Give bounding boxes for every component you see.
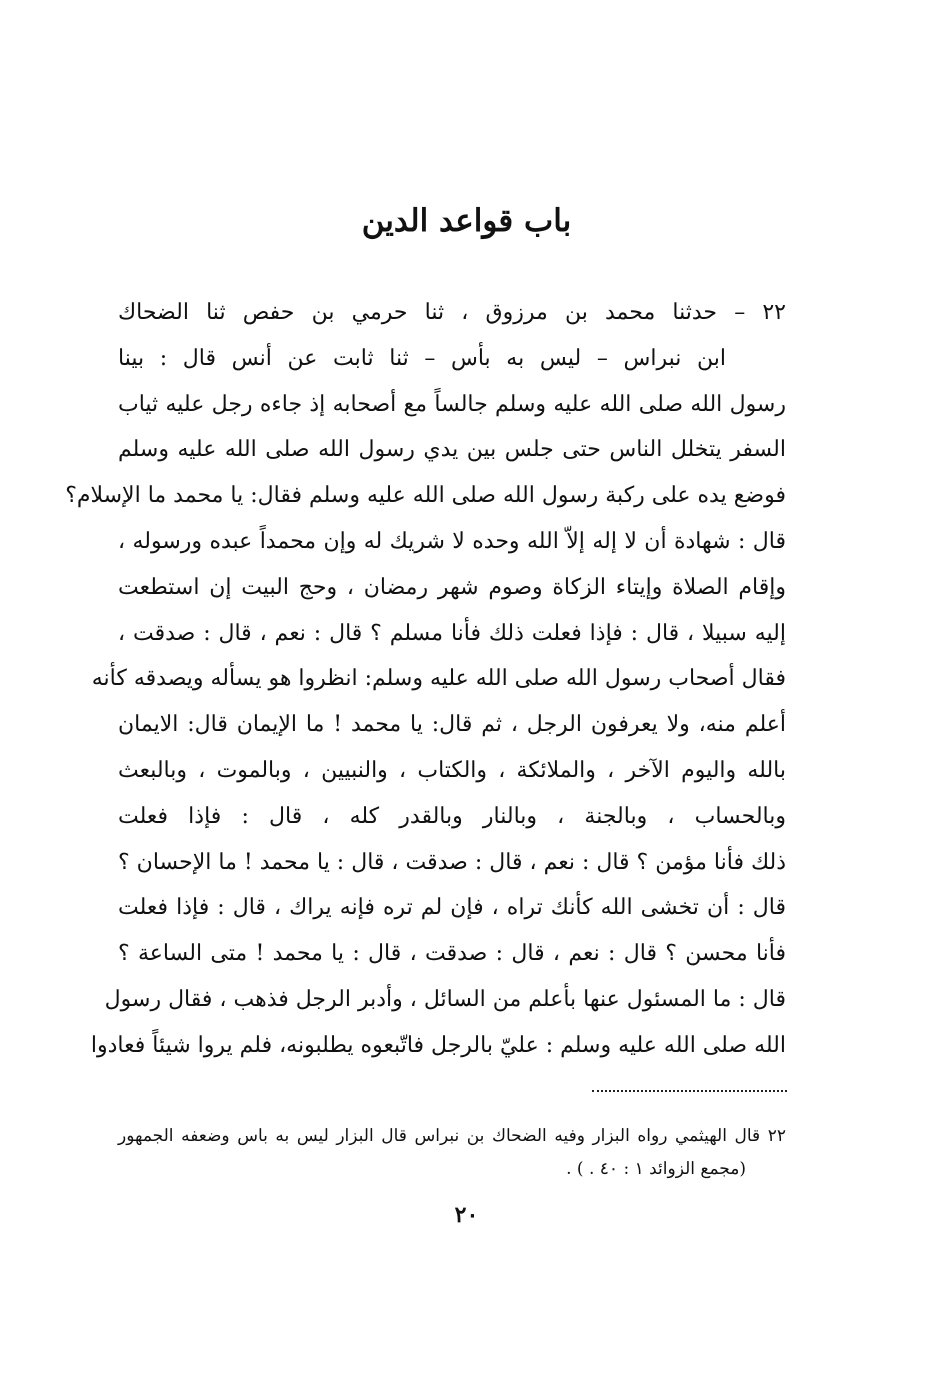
text-line: رسول الله صلى الله عليه وسلم جالساً مع أصحابه إذ جاءه رجل عليه ثياب xyxy=(118,391,786,417)
text-line: ٢٢ – حدثنا محمد بن مرزوق ، ثنا حرمي بن حفص ثنا الضحاك xyxy=(118,300,786,325)
text-line: بالله واليوم الآخر ، والملائكة ، والكتاب ، والنبيين ، وبالموت ، وبالبعث xyxy=(118,757,786,783)
text-line: السفر يتخلل الناس حتى جلس بين يدي رسول الله صلى الله عليه وسلم xyxy=(118,437,786,463)
footnote-line: ٢٢ قال الهيثمي رواه البزار وفيه الضحاك بن نبراس قال البزار ليس به باس وضعفه الجمهور xyxy=(118,1126,786,1146)
text-line: ابن نبراس – ليس به بأس – ثنا ثابت عن أنس قال : بينا xyxy=(118,345,726,371)
text-line: فقال أصحاب رسول الله صلى الله عليه وسلم: انظروا هو يسأله ويصدقه كأنه xyxy=(91,666,786,692)
footnote-line: (مجمع الزوائد ١ : ٤٠ . ) . xyxy=(566,1159,746,1179)
text-line: قال : شهادة أن لا إله إلاّ الله وحده لا شريك له وإن محمداً عبده ورسوله ، xyxy=(118,528,786,554)
text-line: فأنا محسن ؟ قال : نعم ، قال : صدقت ، قال : يا محمد ! متى الساعة ؟ xyxy=(118,941,786,967)
text-line: قال : أن تخشى الله كأنك تراه ، فإن لم تره فإنه يراك ، قال : فإذا فعلت xyxy=(118,895,786,921)
hadith-text xyxy=(65,290,786,1069)
footnote-separator xyxy=(592,1090,787,1092)
page-number: ٢٠ xyxy=(454,1202,479,1228)
text-line: وإقام الصلاة وإيتاء الزكاة وصوم شهر رمضان ، وحج البيت إن استطعت xyxy=(118,574,786,600)
footnote xyxy=(118,1120,786,1186)
text-line: وبالحساب ، وبالجنة ، وبالنار وبالقدر كله ، قال : فإذا فعلت xyxy=(118,803,786,829)
text-line: ذلك فأنا مؤمن ؟ قال : نعم ، قال : صدقت ، قال : يا محمد ! ما الإحسان ؟ xyxy=(118,849,786,875)
text-line: إليه سبيلا ، قال : فإذا فعلت ذلك فأنا مسلم ؟ قال : نعم ، قال : صدقت ، xyxy=(118,620,786,646)
chapter-title: باب قواعد الدين xyxy=(361,203,572,239)
text-line: قال : ما المسئول عنها بأعلم من السائل ، وأدبر الرجل فذهب ، فقال رسول xyxy=(104,986,786,1012)
text-line: الله صلى الله عليه وسلم : عليّ بالرجل فاتّبعوه يطلبونه، فلم يروا شيئاً فعادوا xyxy=(90,1032,786,1058)
text-line: أعلم منه، ولا يعرفون الرجل ، ثم قال: يا محمد ! ما الإيمان قال: الايمان xyxy=(118,712,786,738)
text-line: فوضع يده على ركبة رسول الله صلى الله عليه وسلم فقال: يا محمد ما الإسلام؟ xyxy=(65,483,786,509)
